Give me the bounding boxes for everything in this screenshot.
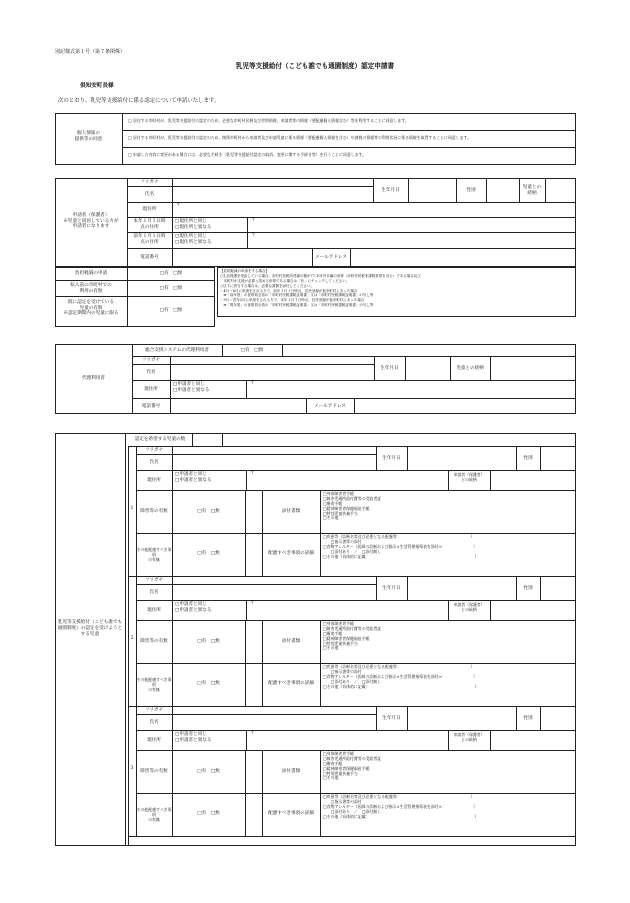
child-2-furigana-label: フリガナ bbox=[144, 578, 164, 583]
child-1-relation-label: 申請者（保護者） との続柄 bbox=[453, 472, 485, 482]
child-2-relation-label: 申請者（保護者） との続柄 bbox=[453, 602, 485, 612]
child-1-attach-label: 添付書類 bbox=[281, 509, 301, 514]
applicant-gender-label: 性別 bbox=[466, 188, 476, 193]
child-1-address-label: 現住所 bbox=[147, 478, 161, 483]
child-1-number: 1 bbox=[130, 506, 134, 511]
burden-options[interactable]: □有 □無 bbox=[159, 271, 183, 276]
agent-furigana-label: フリガナ bbox=[141, 358, 161, 363]
child-1-consider-label: 配慮すべき事項の詳細 bbox=[268, 551, 314, 556]
child-2-consider-label: 配慮すべき事項の詳細 bbox=[268, 681, 314, 686]
child-1-birthdate-label: 生年月日 bbox=[382, 456, 401, 461]
child-3-other-label: その他配慮すべき事項 の有無 bbox=[136, 807, 172, 822]
child-3-relation-label: 申請者（保護者） との続柄 bbox=[453, 732, 485, 742]
burden-notes: 【負担軽減の申請をする場合】 ○生活保護を受給している場合、市町村民税所得割の額が77,101円未満の世帯（市町村民税非課税世帯を含む）である場合及び 市町村が支援が必要と認める世帯である場合は「有」にチェックしてください。 ○以下に該当する場合は、必要な書類を添付してください。 ・4月～8月に申請をされる方で、前年１月１日時点、住民登録が他市町村にあった場合 ➡「前年度」の世帯員全員の「市町村民税課税証明書」又は「市町村民税課税証明書」の写し等 ・9月～翌年3月に申請をされる方で、本年１月１日時点、住民登録が他市町村にあった場合 ➡「現年度」の世帯員全員の「市町村民税課税証明書」又は「市町村民税課税証明書」の写し等 bbox=[220, 269, 421, 308]
form-id: 別記様式第１号（第７条関係） bbox=[55, 49, 126, 55]
child-3-furigana-label: フリガナ bbox=[144, 708, 164, 713]
child-3-number: 3 bbox=[130, 766, 134, 771]
agent-address-options[interactable]: □申請者と同じ □申請者と異なる bbox=[173, 382, 210, 393]
consent-label: 個人情報の 提供等の同意 bbox=[74, 131, 103, 142]
child-3-address-label: 現住所 bbox=[147, 738, 161, 743]
child-count-label: 認定を希望する児童の数 bbox=[134, 437, 186, 442]
child-1-other-options[interactable]: □有 □無 bbox=[197, 551, 220, 556]
child-1-attach-items[interactable]: □身体障害者手帳 □障害児通所給付費等の受給者証 □療育手帳 □精神障害者保健福祉手帳 □特別児童扶養手当 □その他 bbox=[323, 491, 382, 521]
child-1-address-options[interactable]: □申請者と同じ □申請者と異なる bbox=[175, 472, 212, 483]
child-2-address-options[interactable]: □申請者と同じ □申請者と異なる bbox=[175, 602, 212, 613]
child-3-consider-items[interactable]: □疾患等（診断名等及び必要となる配慮等： ） □指示書等の添付 □食物アレルギー（医師の診断および指示×生活管理指導表を添付×： ） □添付あり ／ □添付無し □その他（具体的に記載： ） bbox=[323, 794, 479, 819]
child-3-name-label: 氏名 bbox=[149, 720, 159, 725]
child-3-disability-label: 障害等の有無 bbox=[140, 769, 168, 774]
child-1-consider-items[interactable]: □疾患等（診断名等及び必要となる配慮等： ） □指示書等の添付 □食物アレルギー（医師の診断および指示×生活管理指導表を添付×： ） □添付あり ／ □添付無し □その他（具体的に記載： ） bbox=[323, 534, 479, 559]
agent-system-options[interactable]: □有 □無 bbox=[240, 348, 264, 353]
agent-name-label: 氏名 bbox=[146, 370, 156, 375]
child-2-disability-options[interactable]: □有 □無 bbox=[197, 639, 220, 644]
child-1-gender-label: 性別 bbox=[523, 456, 533, 461]
agent-system-label: 総合支援システムの代理利用者 bbox=[145, 348, 209, 353]
child-3-attach-items[interactable]: □身体障害者手帳 □障害児通所給付費等の受給者証 □療育手帳 □精神障害者保健福祉手帳 □特別児童扶養手当 □その他 bbox=[323, 751, 382, 781]
agent-relation-label: 児童との続柄 bbox=[456, 366, 484, 371]
applicant-postal-mark: 〒 bbox=[176, 203, 181, 208]
certified-child-label: 既に認定を受けている 児童の有無 ※認定期間内の児童に限る bbox=[63, 300, 119, 317]
child-1-disability-label: 障害等の有無 bbox=[140, 509, 168, 514]
child-2-gender-label: 性別 bbox=[523, 586, 533, 591]
certified-child-options[interactable]: □有 □無 bbox=[159, 308, 183, 313]
child-2-attach-label: 添付書類 bbox=[281, 639, 301, 644]
child-1-other-label: その他配慮すべき事項 の有無 bbox=[136, 547, 172, 562]
prior-use-label: 転入前の市町村での 利用の有無 bbox=[70, 283, 112, 294]
child-3-disability-options[interactable]: □有 □無 bbox=[197, 769, 220, 774]
applicant-jan1-options[interactable]: □現住所と同じ □現住所と異なる bbox=[175, 219, 212, 230]
child-1-disability-options[interactable]: □有 □無 bbox=[197, 509, 220, 514]
child-2-address-label: 現住所 bbox=[147, 608, 161, 613]
consent-item-2[interactable]: □ 居住する市町村が、乳児等支援給付の認定のため、関係市町村から申請者及び申請児童に係る情報（要配慮個人情報を含む）や課税の情報等の利用状況に係る情報を取得することに同意します。 bbox=[128, 135, 471, 140]
applicant-phone-label: 電話番号 bbox=[140, 255, 159, 260]
child-1-postal-mark: 〒 bbox=[250, 471, 255, 476]
applicant-jan1-postal: 〒 bbox=[251, 218, 256, 223]
applicant-address-label: 現住所 bbox=[142, 207, 157, 212]
child-2-name-label: 氏名 bbox=[149, 590, 159, 595]
child-2-other-options[interactable]: □有 □無 bbox=[197, 681, 220, 686]
child-1-name-label: 氏名 bbox=[149, 460, 159, 465]
applicant-prev-jan1-label: 前年１月１日時 点の住所 bbox=[133, 234, 166, 245]
child-2-disability-label: 障害等の有無 bbox=[140, 639, 168, 644]
consent-item-3[interactable]: □ 申請した内容に変更がある場合には、必要な手続き（乳児等支援給付認定の取消、変更に関する手続き等）を行うことに同意します。 bbox=[128, 152, 367, 157]
children-side-label: 乳児等支援給付（こども誰でも通園制度）の認定を受けようとする児童 bbox=[57, 620, 123, 637]
page-title: 乳児等支援給付（こども誰でも通園制度）認定申請書 bbox=[235, 62, 395, 70]
applicant-name-label: 氏名 bbox=[144, 192, 155, 197]
burden-label: 負担軽減の申請 bbox=[74, 271, 108, 276]
intro-text: 次のとおり、乳児等支援給付に係る認定について申請いたします。 bbox=[58, 98, 220, 104]
child-3-gender-label: 性別 bbox=[523, 716, 533, 721]
agent-side-label: 代理利用者 bbox=[82, 376, 105, 381]
prior-use-options[interactable]: □有 □無 bbox=[159, 286, 183, 291]
child-2-other-label: その他配慮すべき事項 の有無 bbox=[136, 677, 172, 692]
agent-phone-label: 電話番号 bbox=[141, 404, 161, 409]
child-2-birthdate-label: 生年月日 bbox=[382, 586, 401, 591]
agent-address-label: 現住所 bbox=[144, 387, 158, 392]
agent-email-label: メールアドレス bbox=[314, 404, 346, 409]
child-3-birthdate-label: 生年月日 bbox=[382, 716, 401, 721]
applicant-prev-jan1-options[interactable]: □現住所と同じ □現住所と異なる bbox=[175, 234, 212, 245]
child-3-postal-mark: 〒 bbox=[250, 731, 255, 736]
child-2-number: 2 bbox=[130, 636, 134, 641]
child-2-postal-mark: 〒 bbox=[250, 601, 255, 606]
applicant-relation-label: 児童との 続柄 bbox=[522, 185, 542, 196]
child-1-furigana-label: フリガナ bbox=[144, 448, 164, 453]
applicant-jan1-label: 本年１月１日時 点の住所 bbox=[133, 219, 166, 230]
agent-postal-mark: 〒 bbox=[250, 381, 255, 386]
applicant-prev-jan1-postal: 〒 bbox=[251, 233, 256, 238]
applicant-side-label: 申請者（保護者） ※児童と同居している方が 申請者になります bbox=[63, 213, 119, 230]
child-3-address-options[interactable]: □申請者と同じ □申請者と異なる bbox=[175, 732, 212, 743]
addressee: 倶知安町長様 bbox=[80, 83, 114, 89]
applicant-email-label: メールアドレス bbox=[315, 255, 347, 260]
child-3-consider-label: 配慮すべき事項の詳細 bbox=[268, 811, 314, 816]
child-2-attach-items[interactable]: □身体障害者手帳 □障害児通所給付費等の受給者証 □療育手帳 □精神障害者保健福祉手帳 □特別児童扶養手当 □その他 bbox=[323, 621, 382, 651]
child-3-other-options[interactable]: □有 □無 bbox=[197, 811, 220, 816]
agent-birthdate-label: 生年月日 bbox=[380, 366, 399, 371]
child-3-attach-label: 添付書類 bbox=[281, 769, 301, 774]
applicant-birthdate-label: 生年月日 bbox=[381, 188, 400, 193]
consent-item-1[interactable]: □ 居住する市町村が、乳児等支援給付の認定のため、必要な市町村民税及び世帯情報、申請者等の情報（要配慮個人情報含む）等を利用することに同意します。 bbox=[128, 118, 409, 123]
applicant-furigana-label: フリガナ bbox=[140, 180, 159, 185]
child-2-consider-items[interactable]: □疾患等（診断名等及び必要となる配慮等： ） □指示書等の添付 □食物アレルギー（医師の診断および指示×生活管理指導表を添付×： ） □添付あり ／ □添付無し □その他（具体的に記載： ） bbox=[323, 664, 479, 689]
